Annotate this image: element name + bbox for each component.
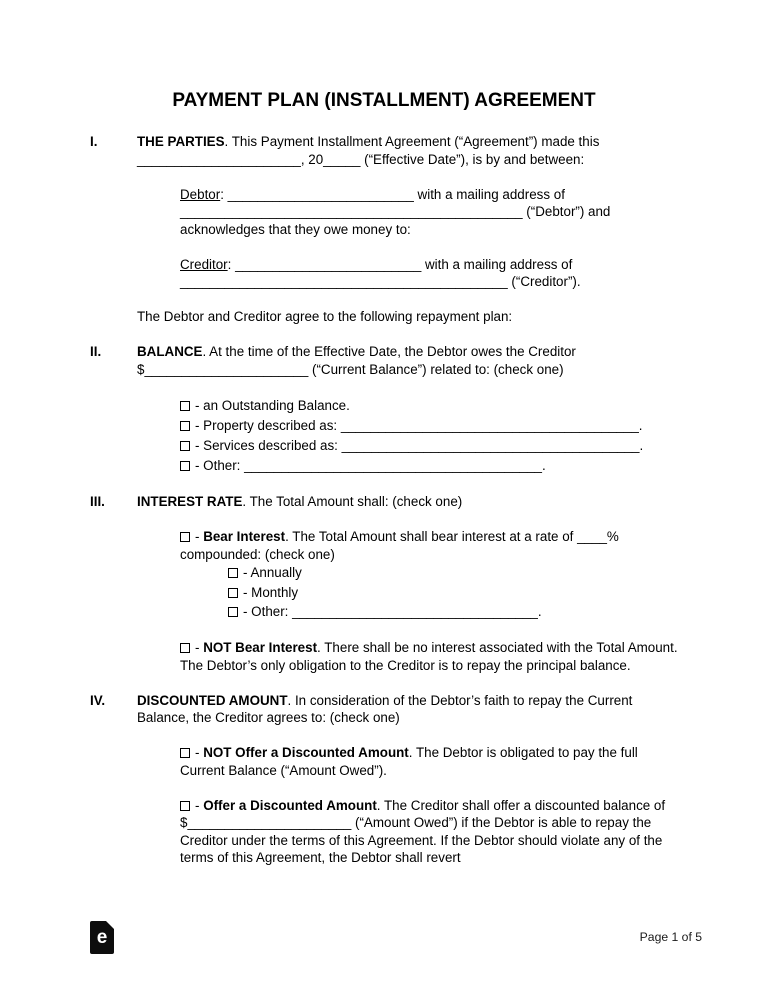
eforms-logo-icon	[90, 921, 114, 954]
discount-intro	[137, 692, 678, 727]
not-bear-interest-text: . There shall be no interest associated with the Total Amount. The Debtor’s only obligation to the Creditor is to repay the principal balance.	[180, 640, 678, 673]
section-numeral-4: IV.	[90, 692, 106, 708]
interest-intro	[137, 493, 678, 511]
parties-heading: THE PARTIES	[137, 134, 225, 149]
offer-discount-option	[180, 797, 678, 867]
debtor-clause	[180, 186, 678, 239]
checkbox-compound-other[interactable]	[228, 607, 238, 617]
repayment-plan-line: The Debtor and Creditor agree to the following repayment plan:	[137, 309, 513, 324]
checkbox-balance-other[interactable]	[180, 461, 190, 471]
balance-intro-text: . At the time of the Effective Date, the Debtor owes the Creditor $______________________ (“Current Balance”) related to: (check one)	[137, 344, 576, 377]
option-dash: -	[195, 529, 204, 544]
option-dash: -	[195, 640, 204, 655]
balance-option-property-label: - Property described as: ________________________________________.	[195, 417, 643, 433]
balance-option-services-label: - Services described as: ________________________________________.	[195, 437, 644, 453]
checkbox-outstanding-balance[interactable]	[180, 401, 190, 411]
compound-option-annually	[228, 563, 678, 583]
page-footer	[90, 921, 702, 954]
discount-intro-text: . In consideration of the Debtor’s faith to repay the Current Balance, the Creditor agrees to: (check one)	[137, 692, 633, 725]
checkbox-not-offer-discount[interactable]	[180, 748, 190, 758]
creditor-clause	[180, 256, 678, 291]
balance-options	[137, 396, 678, 476]
parties-intro	[137, 133, 678, 168]
section-numeral-2: II.	[90, 344, 102, 359]
offer-discount-label: Offer a Discounted Amount	[203, 797, 377, 813]
compound-monthly-label: - Monthly	[243, 584, 299, 600]
section-discounted-amount	[90, 692, 678, 867]
bear-interest-label: Bear Interest	[203, 529, 286, 544]
not-bear-interest-label: NOT Bear Interest	[203, 640, 318, 655]
bear-interest-text: . The Total Amount shall bear interest at a rate of ____% compounded: (check one)	[180, 529, 619, 562]
checkbox-bear-interest[interactable]	[180, 532, 190, 542]
compound-annually-label: - Annually	[243, 565, 302, 580]
debtor-clause-text: : _________________________ with a mailing address of ______________________________________________ (“Debtor”) and acknowledges that they owe money to:	[180, 186, 611, 237]
bear-interest-option	[180, 528, 678, 563]
not-offer-discount-text: . The Debtor is obligated to pay the full Current Balance (“Amount Owed”).	[180, 745, 638, 778]
interest-intro-text: . The Total Amount shall: (check one)	[242, 494, 463, 509]
discount-heading: DISCOUNTED AMOUNT	[137, 692, 288, 708]
balance-option-other-label: - Other: ________________________________________.	[195, 457, 546, 473]
checkbox-offer-discount[interactable]	[180, 801, 190, 811]
interest-heading: INTEREST RATE	[137, 494, 243, 509]
section-interest-rate	[90, 493, 678, 674]
checkbox-monthly[interactable]	[228, 588, 238, 598]
parties-intro-text: . This Payment Installment Agreement (“Agreement”) made this ______________________, 20_____ (“Effective Date”), is by and between:	[137, 134, 600, 167]
creditor-clause-text: : _________________________ with a mailing address of ____________________________________________ (“Creditor”).	[180, 256, 581, 289]
not-bear-interest-option	[180, 639, 678, 674]
debtor-label: Debtor	[180, 186, 221, 202]
compound-other-label: - Other: _________________________________.	[243, 604, 542, 619]
checkbox-property-described[interactable]	[180, 421, 190, 431]
balance-option-other	[180, 456, 678, 476]
balance-option-outstanding-label: - an Outstanding Balance.	[195, 397, 350, 413]
page-number: Page 1 of 5	[639, 929, 702, 944]
creditor-label: Creditor	[180, 256, 228, 272]
section-balance	[90, 343, 678, 476]
checkbox-annually[interactable]	[228, 568, 238, 578]
compound-option-other	[228, 602, 678, 622]
balance-intro	[137, 343, 678, 378]
section-numeral-3: III.	[90, 494, 105, 509]
logo-letter: e	[96, 927, 108, 948]
option-dash: -	[195, 745, 204, 760]
section-the-parties	[90, 133, 678, 326]
compound-option-monthly	[228, 583, 678, 603]
balance-option-services	[180, 436, 678, 456]
offer-discount-text: . The Creditor shall offer a discounted balance of $______________________ (“Amount Owed”) if the Debtor is able to repay the Creditor under the terms of this Agreement. If the Debtor should violate any of the terms of this Agreement, the Debtor shall revert	[180, 797, 666, 865]
option-dash: -	[195, 797, 204, 813]
checkbox-services-described[interactable]	[180, 441, 190, 451]
balance-heading: BALANCE	[137, 344, 203, 359]
page-title: PAYMENT PLAN (INSTALLMENT) AGREEMENT	[172, 90, 596, 111]
checkbox-not-bear-interest[interactable]	[180, 643, 190, 653]
section-numeral-1: I.	[90, 134, 98, 149]
not-offer-discount-option	[180, 744, 678, 779]
not-offer-discount-label: NOT Offer a Discounted Amount	[203, 745, 409, 760]
balance-option-property	[180, 416, 678, 436]
balance-option-outstanding	[180, 396, 678, 416]
